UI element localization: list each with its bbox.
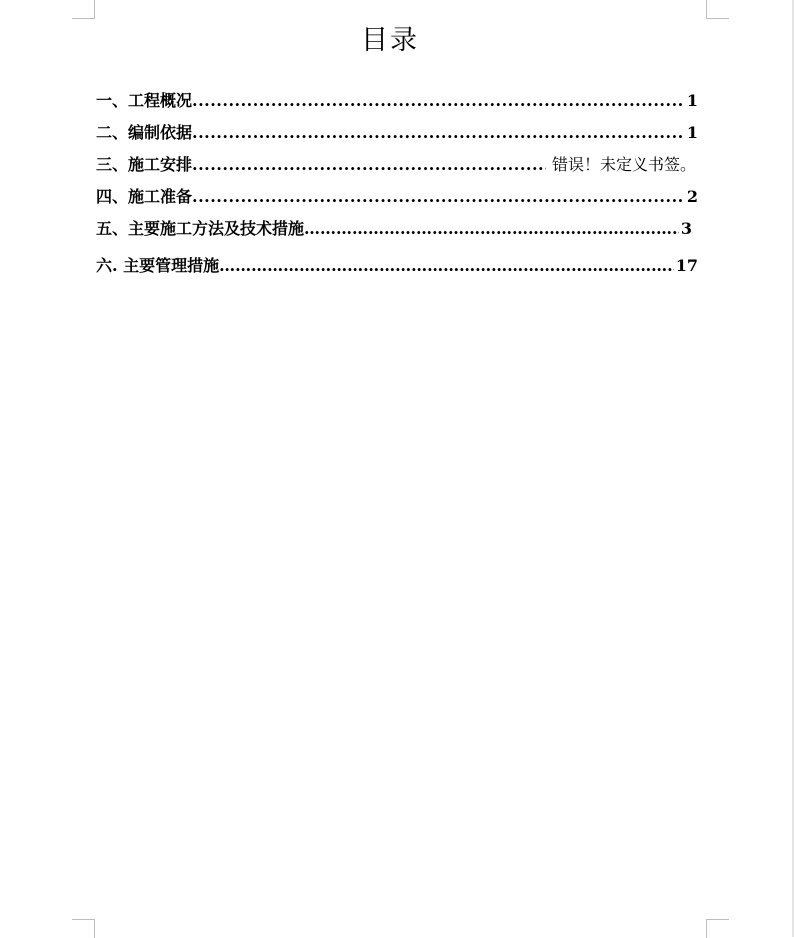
toc-leader [192, 123, 685, 142]
toc-leader [192, 91, 685, 110]
toc-entry[interactable] [96, 120, 698, 142]
margin-mark-bottom-right [706, 919, 729, 938]
toc-entry-label: 一、工程概况 [96, 91, 193, 110]
margin-mark-bottom-left [72, 919, 95, 938]
toc-leader [304, 219, 679, 238]
toc-entry[interactable] [96, 88, 698, 110]
toc-page-number: 1 [686, 91, 698, 110]
toc-entry[interactable] [96, 216, 692, 238]
toc-leader [192, 187, 685, 206]
toc-page-number-error: 错误！未定义书签。 [551, 155, 696, 174]
margin-mark-top-left [72, 0, 95, 19]
toc-entry-label: 六. 主要管理措施 [96, 256, 220, 275]
toc-entry[interactable] [96, 184, 698, 206]
toc-entry-label: 五、主要施工方法及技术措施 [96, 219, 305, 238]
toc-entry-label: 三、施工安排 [96, 155, 193, 174]
toc-page-number: 2 [686, 187, 698, 206]
toc-entry[interactable] [96, 253, 698, 275]
toc-entry-label: 二、编制依据 [96, 123, 193, 142]
toc-leader [192, 155, 546, 174]
margin-mark-top-right [706, 0, 729, 19]
toc-leader [219, 256, 674, 275]
toc-page-number: 3 [680, 219, 692, 238]
toc-title: 目录 [361, 25, 419, 56]
toc-entry-label: 四、施工准备 [96, 187, 193, 206]
toc-page-number: 1 [686, 123, 698, 142]
toc-entry[interactable] [96, 152, 696, 174]
toc-page-number: 17 [675, 256, 698, 275]
